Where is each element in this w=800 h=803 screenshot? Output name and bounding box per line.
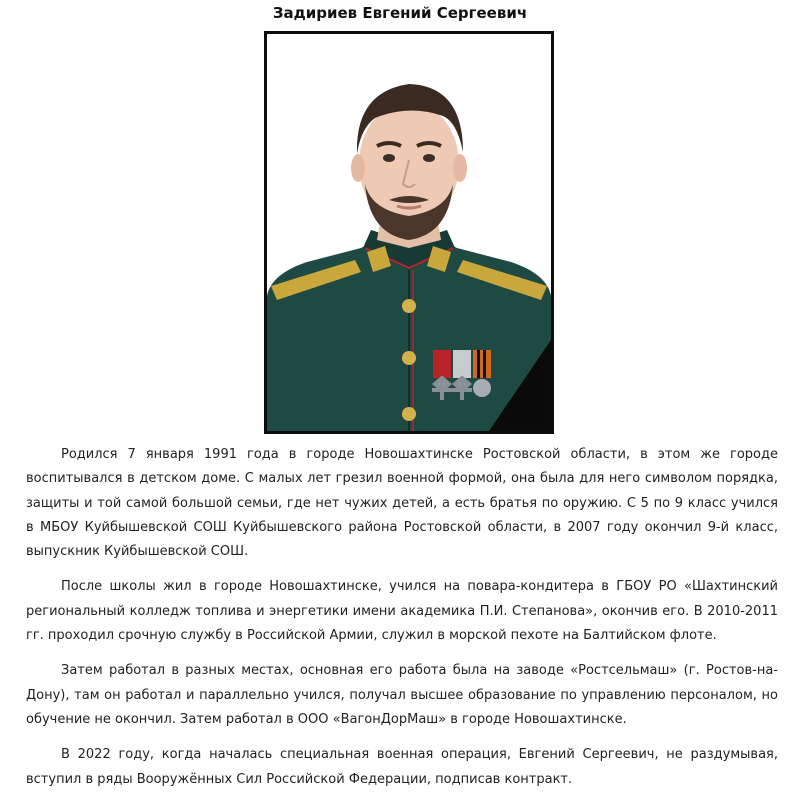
biography-text <box>26 443 778 803</box>
bio-paragraph-3: Затем работал в разных местах, основная его работа была на заводе «Ростсельмаш» (г. Ростов-на- Дону), там он работал и параллельно учился, получал высшее образование по управлению персоналом, но обучение не окончил. Затем работал в ООО «ВагонДорМаш» в городе Новошахтинске. <box>26 663 778 727</box>
portrait-image <box>267 34 551 431</box>
bio-paragraph-1: Родился 7 января 1991 года в городе Новошахтинске Ростовской области, в этом же городе воспитывался в детском доме. С малых лет грезил военной формой, она была для него символом порядка, защиты и той самой большой семьи, где нет чужих детей, а есть братья по оружию. С 5 по 9 класс учился в МБОУ Куйбышевской СОШ Куйбышевского района Ростовской области, в 2007 году окончил 9-й класс, выпускник Куйбышевской СОШ. <box>26 447 778 560</box>
bio-paragraph-4: В 2022 году, когда началась специальная военная операция, Евгений Сергеевич, не раздумывая, вступил в ряды Вооружённых Сил Российской Федерации, подписав контракт. <box>26 747 778 787</box>
page-title: Задириев Евгений Сергеевич <box>272 4 528 22</box>
portrait-photo <box>264 31 554 434</box>
bio-paragraph-2: После школы жил в городе Новошахтинске, учился на повара-кондитера в ГБОУ РО «Шахтинский региональный колледж топлива и энергетики имени академика П.И. Степанова», окончив его. В 2010-2011 гг. проходил срочную службу в Российской Армии, служил в морской пехоте на Балтийском флоте. <box>26 579 778 644</box>
